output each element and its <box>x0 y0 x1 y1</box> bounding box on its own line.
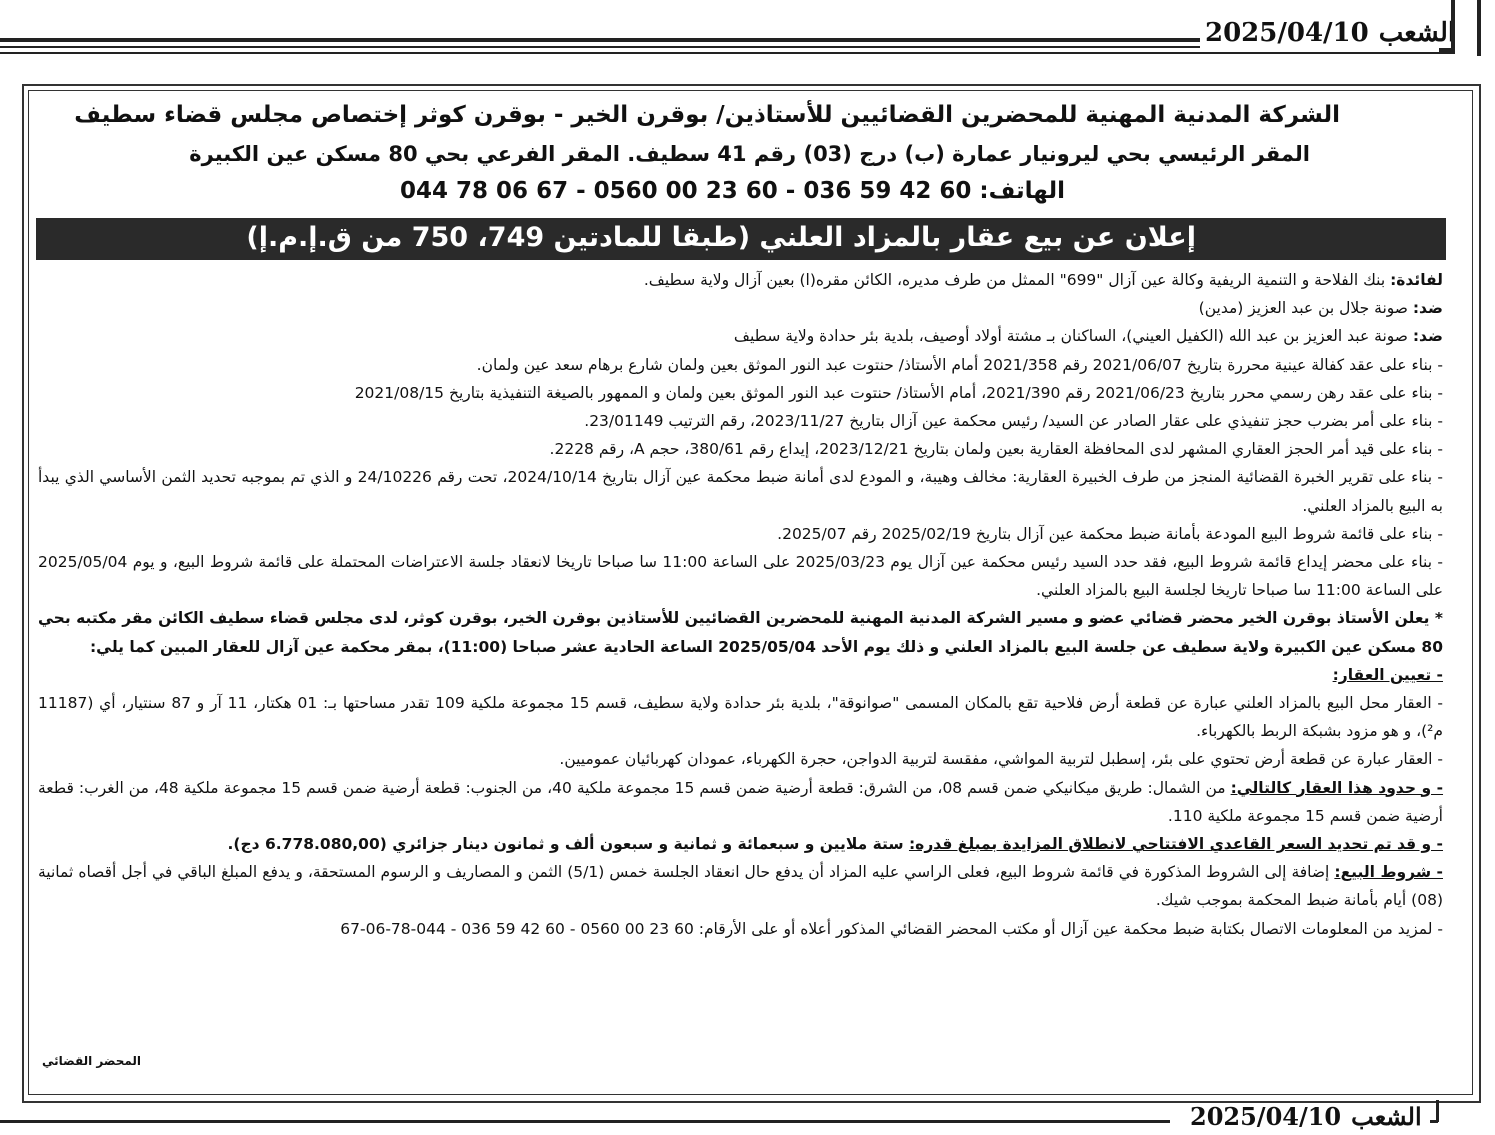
masthead-name: الشعب <box>1378 18 1456 48</box>
masthead-date: 2025/04/10 <box>1205 18 1369 48</box>
masthead-label <box>1190 1102 1422 1131</box>
signature: المحضر القضائي <box>42 1054 142 1068</box>
paragraph: - بناء على تقرير الخبرة القضائية المنجز من طرف الخبيرة العقارية: مخالف وهيبة، و المودع لدى أمانة ضبط محكمة عين آزال بتاريخ 2024/10/14، تحت رقم 24/10226 و الذي تم بموجبه تحديد الثمن الأساسي الذي يبدأ به البيع بالمزاد العلني. <box>38 468 1443 515</box>
paragraph: * يعلن الأستاذ بوقرن الخير محضر قضائي عضو و مسير الشركة المدنية المهنية للمحضرين القضائيين للأستاذين بوقرن الخير، بوقرن كوثر، لدى مجلس قضاء سطيف الكائن مقر مكتبه بحي 80 مسكن عين الكبيرة ولاية سطيف عن جلسة البيع بالمزاد العلني و ذلك يوم الأحد 2025/05/04 الساعة الحادية عشر صباحا (11:00)، بمقر محكمة عين آزال للعقار المبين كما يلي: <box>38 609 1443 656</box>
paragraph <box>38 266 1443 294</box>
text: صونة عبد العزيز بن عبد الله (الكفيل العيني)، الساكنان بـ مشتة أولاد أوصيف، بلدية بئر حدادة ولاية سطيف <box>733 327 1413 346</box>
paragraph: - بناء على عقد رهن رسمي محرر بتاريخ 2021/06/23 رقم 2021/390، أمام الأستاذ/ حنتوت عبد النور الموثق بعين ولمان و الممهور بالصيغة التنفيذية بتاريخ 2021/08/15 <box>354 383 1443 402</box>
header-company: الشركة المدنية المهنية للمحضرين القضائيين للأستاذين/ بوقرن الخير - بوقرن كوثر إختصاص مجلس قضاء سطيف <box>74 102 1340 128</box>
label: ضد: <box>1412 299 1443 318</box>
paragraph <box>38 858 1443 914</box>
paragraph <box>38 774 1443 830</box>
paragraph: - بناء على قيد أمر الحجز العقاري المشهر لدى المحافظة العقارية بعين ولمان بتاريخ 2023/12/21، إيداع رقم 380/61، حجم A، رقم 2228. <box>549 440 1443 459</box>
bottom-rule <box>1436 1100 1439 1122</box>
corner-bracket <box>1439 0 1455 52</box>
top-rule <box>0 52 1455 54</box>
top-rule <box>0 46 1200 48</box>
label: ضد: <box>1412 327 1443 346</box>
paragraph: - بناء على عقد كفالة عينية محررة بتاريخ 2021/06/07 رقم 2021/358 أمام الأستاذ/ حنتوت عبد النور الموثق بعين ولمان شارع برهام سعد عين ولمان. <box>476 355 1443 374</box>
announcement-title: إعلان عن بيع عقار بالمزاد العلني (طبقا للمادتين 749، 750 من ق.إ.م.إ) <box>246 222 1196 253</box>
header-address: المقر الرئيسي بحي ليرونيار عمارة (ب) درج (03) رقم 41 سطيف. المقر الفرعي بحي 80 مسكن عين الكبيرة <box>189 142 1310 166</box>
label: - شروط البيع: <box>1334 863 1443 882</box>
paragraph: - بناء على محضر إيداع قائمة شروط البيع، فقد حدد السيد رئيس محكمة عين آزال يوم 2025/03/23 على الساعة 11:00 سا صباحا تاريخا لانعقاد جلسة الاعتراضات المحتملة على قائمة شروط البيع، و يوم 2025/05/04 على الساعة 11:00 سا صباحا تاريخا لجلسة البيع بالمزاد العلني. <box>38 553 1443 600</box>
announcement-title-bar <box>36 218 1446 260</box>
text: صونة جلال بن عبد العزيز (مدين) <box>1198 299 1413 318</box>
text: ستة ملايين و سبعمائة و ثمانية و سبعون ألف و ثمانون دينار جزائري (6.778.080,00 دج). <box>227 835 909 854</box>
label: لفائدة: <box>1390 271 1443 289</box>
top-masthead <box>0 0 1495 60</box>
corner-bracket <box>1477 0 1481 56</box>
label: - و حدود هذا العقار كالتالي: <box>1230 778 1444 797</box>
paragraph: - لمزيد من المعلومات الاتصال بكتابة ضبط محكمة عين آزال أو مكتب المحضر القضائي المذكور أعلاه أو على الأرقام: 60 23 00 0560 - 60 42 59 036 - 044-78-06-67 <box>340 919 1443 938</box>
paragraph <box>38 294 1443 322</box>
paragraph: - العقار عبارة عن قطعة أرض تحتوي على بئر، إسطبل لتربية المواشي، مفقسة لتربية الدواجن، حجرة الكهرباء، عمودان كهربائيان عموميين. <box>559 750 1443 769</box>
paragraph: - بناء على قائمة شروط البيع المودعة بأمانة ضبط محكمة عين آزال بتاريخ 2025/02/19 رقم 2025/07. <box>777 524 1443 543</box>
bottom-rule <box>0 1120 1170 1123</box>
text: إضافة إلى الشروط المذكورة في قائمة شروط البيع، فعلى الراسي عليه المزاد أن يدفع حال انعقاد الجلسة خمس (5/1) الثمن و المصاريف و الرسوم المستحقة، و يدفع المبلغ الباقي في أجل أقصاه ثمانية (08) أيام بأمانة ضبط المحكمة بموجب شيك. <box>38 863 1443 910</box>
masthead-name: الشعب <box>1351 1102 1422 1131</box>
paragraph <box>38 830 1443 858</box>
text: من الشمال: طريق ميكانيكي ضمن قسم 08، من الشرق: قطعة أرضية ضمن قسم 15 مجموعة ملكية 40، من الجنوب: قطعة أرضية ضمن قسم 15 مجموعة ملكية 48، من الغرب: قطعة أرضية ضمن قسم 15 مجموعة ملكية 110. <box>38 778 1443 825</box>
top-rule <box>0 38 1200 42</box>
text: بنك الفلاحة و التنمية الريفية وكالة عين آزال "699" الممثل من طرف مديره، الكائن مقره(ا) بعين آزال ولاية سطيف. <box>643 271 1391 289</box>
bottom-masthead <box>0 1100 1495 1135</box>
paragraph: - العقار محل البيع بالمزاد العلني عبارة عن قطعة أرض فلاحية تقع بالمكان المسمى "صوانوقة"، بلدية بئر حدادة ولاية سطيف، قسم 15 مجموعة ملكية 109 تقدر مساحتها بـ: 01 هكتار، 11 آر و 87 سنتيار، أي (11187 م²)، و هو مزود بشبكة الربط بالكهرباء. <box>38 694 1443 741</box>
section-heading: - تعيين العقار: <box>1332 665 1443 684</box>
header-phones: الهاتف: 60 42 59 036 - 60 23 00 0560 - 67 06 78 044 <box>399 178 1065 204</box>
masthead-date: 2025/04/10 <box>1190 1102 1342 1131</box>
paragraph: - بناء على أمر بضرب حجز تنفيذي على عقار الصادر عن السيد/ رئيس محكمة عين آزال بتاريخ 2023/11/27، رقم الترتيب 23/01149. <box>584 412 1443 431</box>
announcement-body <box>38 266 1443 943</box>
label: - و قد تم تحديد السعر القاعدي الافتتاحي لانطلاق المزايدة بمبلغ قدره: <box>908 835 1443 854</box>
paragraph <box>38 322 1443 350</box>
masthead-label <box>1205 18 1455 48</box>
